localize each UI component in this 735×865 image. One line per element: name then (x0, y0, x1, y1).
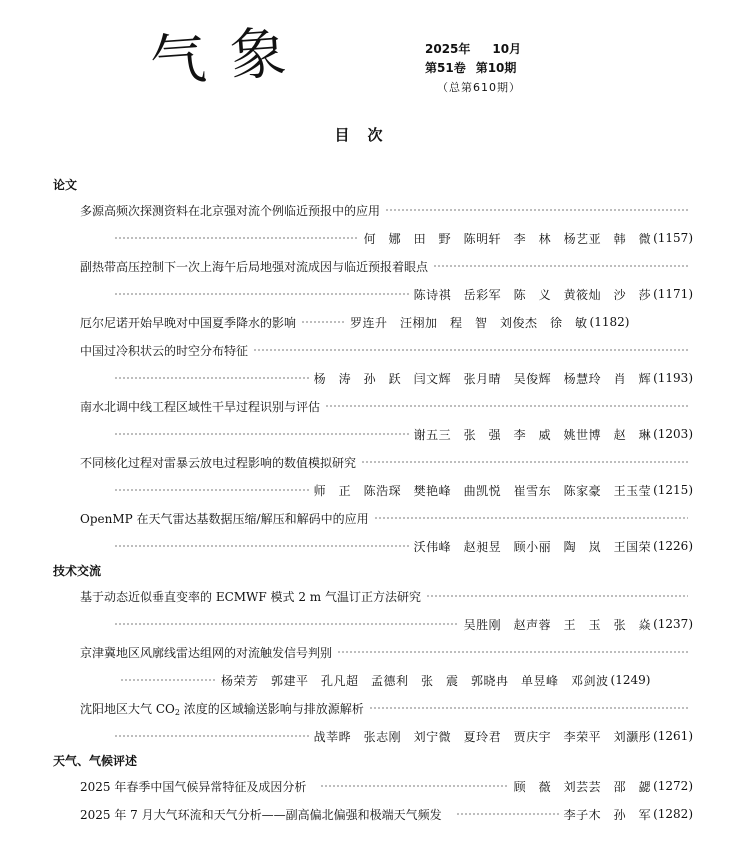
article-title-row[interactable] (53, 392, 693, 420)
article-page: (1249) (610, 673, 651, 687)
article-title-row[interactable] (53, 694, 693, 722)
leader-dots (361, 461, 688, 463)
journal-title: 气象 (148, 18, 313, 95)
article-page: (1193) (653, 371, 693, 385)
article-author-row (53, 224, 693, 252)
leader-dots (320, 785, 508, 787)
article-title[interactable] (80, 700, 364, 717)
article-title-row[interactable] (53, 800, 693, 828)
article-title-row[interactable] (53, 448, 693, 476)
leader-dots (385, 209, 688, 211)
toc-heading: 目次 (334, 126, 401, 144)
article-title-row[interactable] (53, 196, 693, 224)
section-title: 天气、气候评述 (53, 754, 138, 768)
article-page: (1171) (653, 287, 693, 301)
article-page: (1272) (653, 779, 693, 793)
article-title-subscript: 2 (174, 707, 180, 717)
issue-volume (425, 59, 565, 78)
article-author-row (53, 420, 693, 448)
article-page: (1237) (653, 617, 693, 631)
leader-dots (114, 489, 309, 491)
leader-dots (114, 623, 459, 625)
issue-number-label: 第10期 (475, 61, 517, 75)
article-title[interactable]: 厄尔尼诺开始早晚对中国夏季降水的影响 (80, 315, 297, 330)
article-title-prefix: 沈阳地区大气 CO (80, 701, 175, 716)
article-authors: 何 娜 田 野 陈明轩 李 林 杨艺亚 韩 微 (363, 231, 652, 246)
article-title-row[interactable] (53, 252, 693, 280)
article-page: (1261) (653, 729, 693, 743)
article-author-row (53, 722, 693, 750)
article-title-row[interactable] (53, 638, 693, 666)
article-title-row[interactable] (53, 504, 693, 532)
leader-dots (426, 595, 688, 597)
article-author-row (53, 666, 693, 694)
leader-dots (114, 293, 409, 295)
article-author-row (53, 532, 693, 560)
article-author-row (53, 280, 693, 308)
leader-dots (301, 321, 345, 323)
article-title[interactable]: 中国过冷积状云的时空分布特征 (80, 343, 249, 358)
article-title[interactable]: 南水北调中线工程区域性干旱过程识别与评估 (80, 399, 321, 414)
table-of-contents (53, 174, 693, 828)
leader-dots (114, 735, 309, 737)
article-title[interactable]: 不同核化过程对雷暴云放电过程影响的数值模拟研究 (80, 455, 357, 470)
article-title-row[interactable] (53, 582, 693, 610)
article-title[interactable]: 基于动态近似垂直变率的 ECMWF 模式 2 m 气温订正方法研究 (80, 589, 421, 604)
article-title-row[interactable] (53, 336, 693, 364)
leader-dots (114, 237, 359, 239)
article-page: (1157) (653, 231, 693, 245)
article-page: (1282) (653, 807, 693, 821)
leader-dots (325, 405, 688, 407)
article-author-row (53, 610, 693, 638)
article-title-suffix: 浓度的区域输送影响与排放源解析 (179, 701, 364, 716)
section-title: 论文 (53, 178, 78, 192)
leader-dots (374, 517, 688, 519)
leader-dots (253, 349, 688, 351)
issue-year: 2025年 (425, 42, 471, 56)
article-authors: 杨荣芳 郭建平 孔凡超 孟德利 张 震 郭晓冉 单昱峰 邓剑波 (221, 673, 609, 688)
article-title[interactable]: 副热带高压控制下一次上海午后局地强对流成因与临近预报着眼点 (80, 259, 429, 274)
article-title-row[interactable] (53, 772, 693, 800)
article-page: (1182) (589, 315, 630, 329)
leader-dots (337, 651, 688, 653)
article-authors: 师 正 陈浩琛 樊艳峰 曲凯悦 崔雪东 陈家豪 王玉莹 (313, 483, 652, 498)
article-title[interactable]: OpenMP 在天气雷达基数据压缩/解压和解码中的应用 (80, 511, 369, 526)
article-authors: 顾 薇 刘芸芸 邵 勰 (513, 779, 652, 794)
issue-month: 10月 (492, 42, 522, 56)
leader-dots (120, 679, 216, 681)
article-authors: 杨 涛 孙 跃 闫文辉 张月晴 吴俊辉 杨慧玲 肖 辉 (313, 371, 652, 386)
article-page: (1203) (653, 427, 693, 441)
article-authors: 吴胜刚 赵声蓉 王 玉 张 焱 (463, 617, 652, 632)
article-page: (1215) (653, 483, 693, 497)
leader-dots (433, 265, 688, 267)
issue-total: （总第610期） (437, 81, 521, 94)
article-authors: 罗连升 汪栩加 程 智 刘俊杰 徐 敏 (350, 315, 588, 330)
leader-dots (369, 707, 688, 709)
article-title[interactable]: 多源高频次探测资料在北京强对流个例临近预报中的应用 (80, 203, 381, 218)
leader-dots (114, 433, 409, 435)
issue-info (425, 40, 565, 97)
article-author-row (53, 476, 693, 504)
leader-dots (456, 813, 559, 815)
article-title-row[interactable] (53, 308, 693, 336)
article-title[interactable]: 2025 年春季中国气候异常特征及成因分析 (80, 779, 307, 794)
article-title[interactable]: 2025 年 7 月大气环流和天气分析——副高偏北偏强和极端天气频发 (80, 807, 442, 822)
issue-date (425, 40, 565, 59)
article-authors: 沃伟峰 赵昶昱 顾小丽 陶 岚 王国荣 (413, 539, 652, 554)
article-authors: 战莘晔 张志刚 刘宁微 夏玲君 贾庆宇 李荣平 刘灏彤 (313, 729, 652, 744)
article-authors: 谢五三 张 强 李 威 姚世博 赵 琳 (413, 427, 652, 442)
article-authors: 李子木 孙 军 (563, 807, 652, 822)
section-title: 技术交流 (53, 564, 102, 578)
leader-dots (114, 545, 409, 547)
article-author-row (53, 364, 693, 392)
article-page: (1226) (653, 539, 693, 553)
leader-dots (114, 377, 309, 379)
issue-volume-label: 第51卷 (425, 61, 466, 75)
article-authors: 陈诗祺 岳彩军 陈 义 黄筱灿 沙 莎 (413, 287, 652, 302)
article-title[interactable]: 京津冀地区风廓线雷达组网的对流触发信号判别 (80, 645, 333, 660)
